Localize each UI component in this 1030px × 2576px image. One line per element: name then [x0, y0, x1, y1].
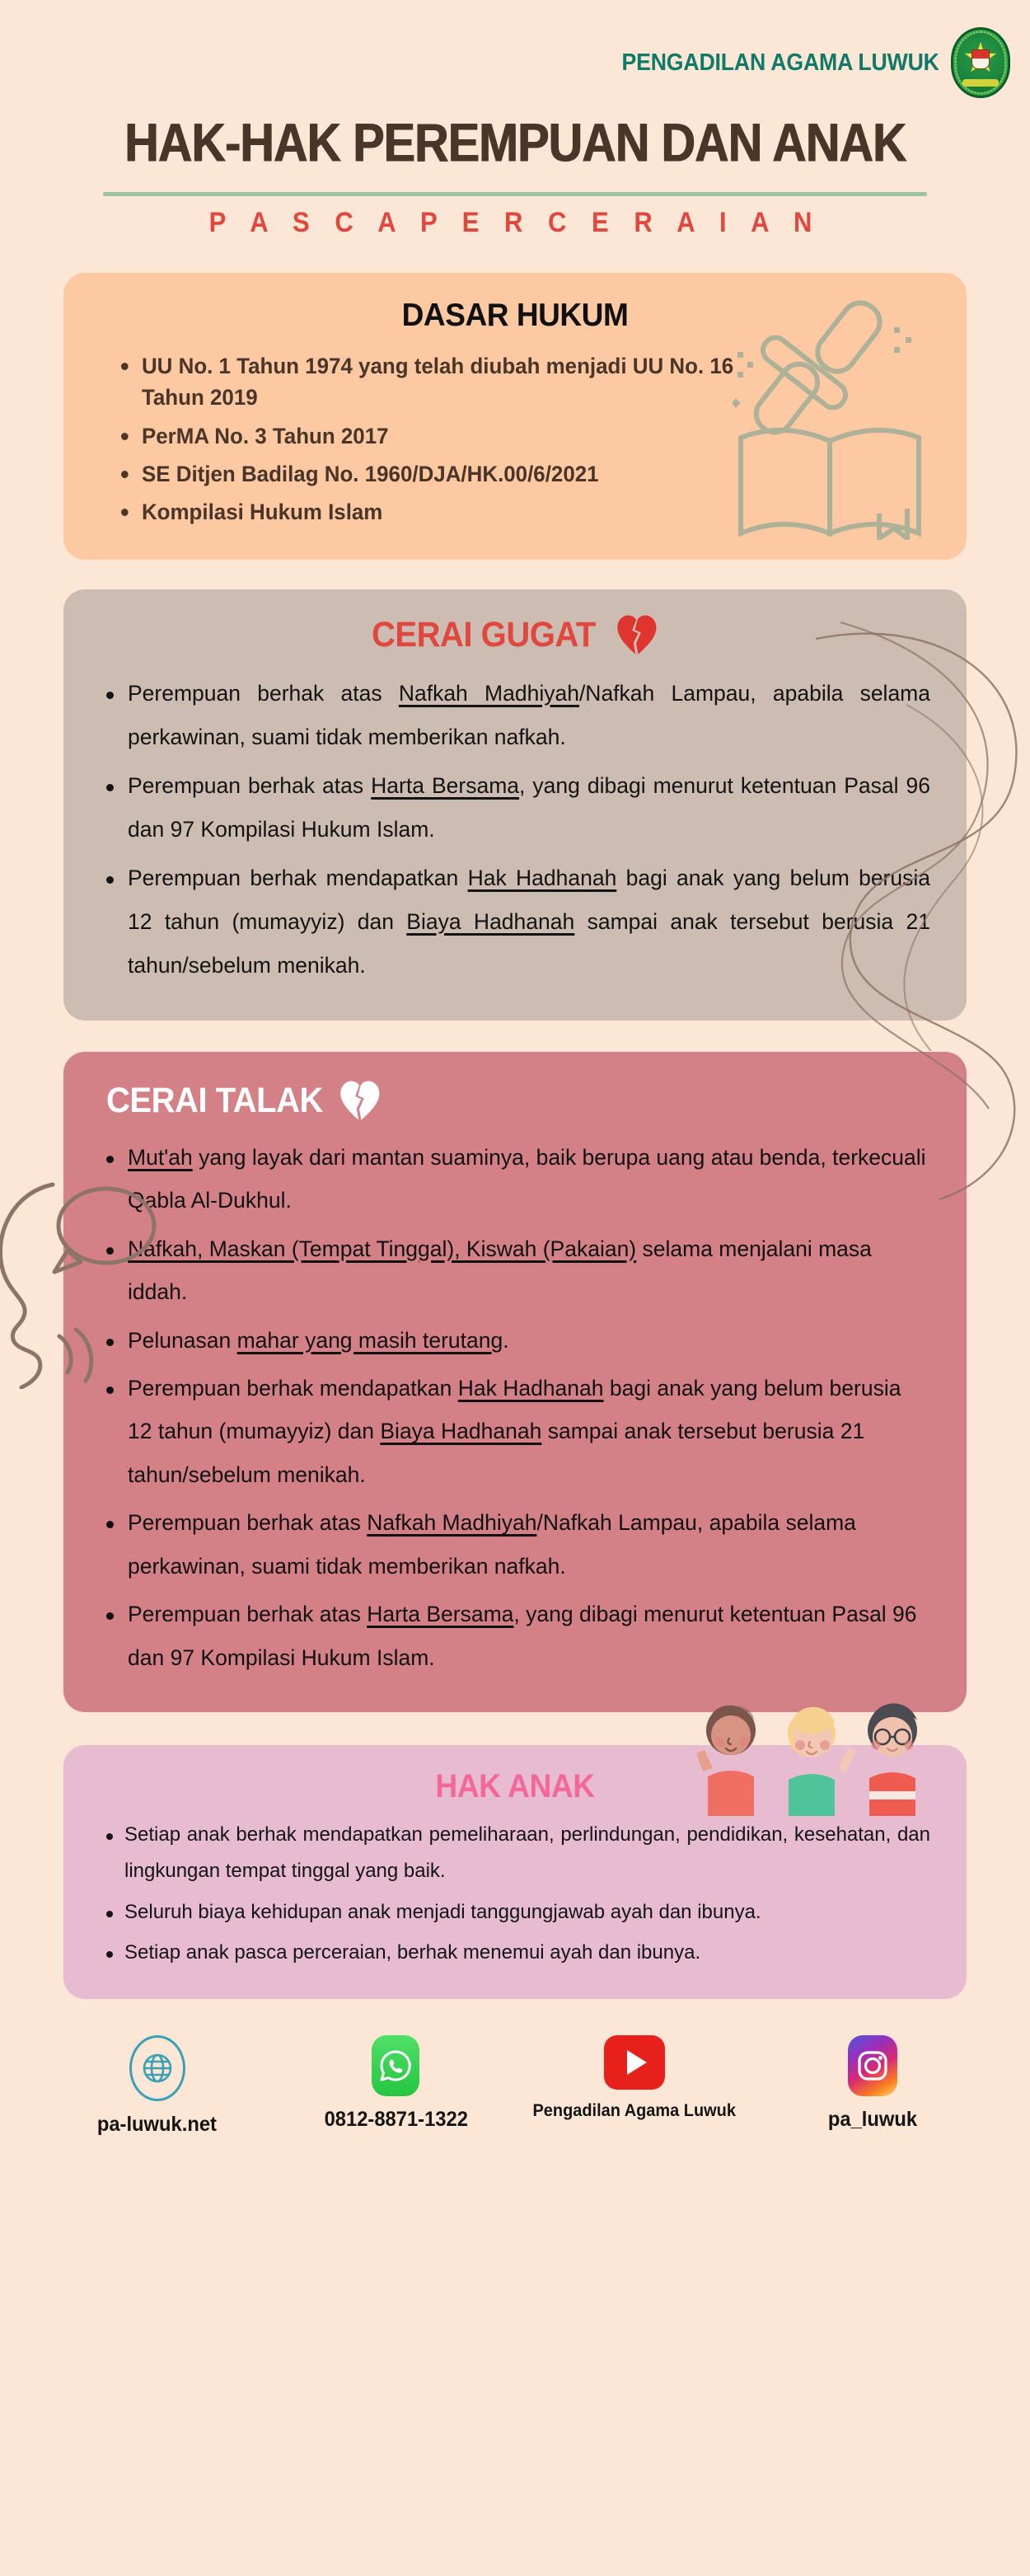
text-run: /Nafkah Lampau, apabila selama perkawinan, suami tidak memberikan nafkah.: [128, 680, 930, 749]
list-item: [100, 672, 930, 759]
text-run: Perempuan berhak atas: [128, 1602, 368, 1627]
dasar-hukum-list: [96, 350, 934, 528]
text-run: selama menjalani masa iddah.: [128, 1236, 872, 1305]
text-run: Perempuan berhak atas: [128, 680, 399, 706]
text-run: , yang dibagi menurut ketentuan Pasal 96 dan 97 Kompilasi Hukum Islam.: [128, 772, 930, 842]
organization-name: PENGADILAN AGAMA LUWUK: [621, 49, 939, 76]
text-run: Perempuan berhak mendapatkan: [128, 1375, 458, 1401]
card-hak-anak: [63, 1745, 967, 1999]
broken-heart-icon: [616, 612, 658, 659]
highlighted-term: Mut'ah: [128, 1144, 193, 1170]
instagram-label: pa_luwuk: [828, 2107, 918, 2131]
list-item: PerMA No. 3 Tahun 2017: [121, 420, 766, 452]
text-run: Pelunasan: [128, 1327, 237, 1353]
text-run: Perempuan berhak mendapatkan: [128, 865, 468, 890]
cerai-talak-title: CERAI TALAK: [106, 1081, 323, 1121]
list-item: [100, 764, 930, 852]
text-run: yang layak dari mantan suaminya, baik berupa uang atau benda, terkecuali Qabla Al-Dukhul.: [128, 1144, 926, 1213]
list-item: [100, 1136, 930, 1222]
list-item: [100, 1319, 930, 1362]
list-item: UU No. 1 Tahun 1974 yang telah diubah menjadi UU No. 16 Tahun 2019: [121, 350, 766, 414]
highlighted-term: Nafkah, Maskan (Tempat Tinggal), Kiswah (Pakaian): [128, 1236, 637, 1261]
text-run: bagi anak yang belum berusia 12 tahun (mumayyiz) dan: [128, 865, 930, 934]
list-item: [100, 1817, 930, 1889]
text-run: .: [503, 1327, 509, 1353]
organization-row: [0, 18, 1030, 107]
broken-heart-white-icon: [339, 1078, 382, 1124]
list-item: Kompilasi Hukum Islam: [121, 496, 766, 528]
text-run: , yang dibagi menurut ketentuan Pasal 96 dan 97 Kompilasi Hukum Islam.: [128, 1602, 917, 1670]
highlighted-term: Harta Bersama: [367, 1602, 514, 1627]
contact-youtube[interactable]: [531, 2035, 737, 2121]
text-run: Setiap anak pasca perceraian, berhak menemui ayah dan ibunya.: [124, 1941, 701, 1964]
text-run: Seluruh biaya kehidupan anak menjadi tanggungjawab ayah dan ibunya.: [124, 1900, 761, 1923]
website-label: pa-luwuk.net: [97, 2112, 218, 2136]
highlighted-term: Hak Hadhanah: [467, 865, 617, 890]
contact-website[interactable]: [54, 2035, 260, 2137]
list-item: [100, 1593, 930, 1679]
text-run: bagi anak yang belum berusia 12 tahun (mumayyiz) dan: [128, 1375, 901, 1444]
youtube-label: Pengadilan Agama Luwuk: [532, 2100, 736, 2120]
text-run: /Nafkah Lampau, apabila selama perkawinan, suami tidak memberikan nafkah.: [128, 1510, 856, 1579]
card-dasar-hukum: [63, 273, 967, 560]
highlighted-term: Nafkah Madhiyah: [398, 680, 579, 706]
court-emblem-icon: [951, 27, 1010, 98]
title-divider: [103, 192, 927, 196]
highlighted-term: Biaya Hadhanah: [406, 908, 575, 934]
list-item: SE Ditjen Badilag No. 1960/DJA/HK.00/6/2021: [121, 458, 766, 490]
hak-anak-list: [100, 1817, 930, 1971]
highlighted-term: mahar yang masih terutang: [236, 1327, 503, 1353]
highlighted-term: Harta Bersama: [371, 772, 520, 798]
globe-icon: [129, 2035, 185, 2101]
list-item: [100, 1227, 930, 1314]
card-cerai-gugat: [63, 589, 967, 1021]
list-item: [100, 1501, 930, 1588]
cerai-talak-list: [100, 1136, 930, 1680]
page-title: HAK-HAK PEREMPUAN DAN ANAK: [124, 111, 906, 173]
text-run: Perempuan berhak atas: [128, 1510, 368, 1536]
contact-whatsapp[interactable]: [293, 2035, 499, 2132]
whatsapp-icon: [372, 2035, 419, 2096]
cerai-talak-title-row: [106, 1078, 873, 1124]
cerai-gugat-title-row: [129, 612, 901, 659]
list-item: [100, 1935, 930, 1971]
text-run: Perempuan berhak atas: [128, 772, 372, 798]
highlighted-term: Nafkah Madhiyah: [367, 1510, 537, 1536]
text-run: Setiap anak berhak mendapatkan pemeliharaan, perlindungan, pendidikan, kesehatan, dan lingkungan tempat tinggal yang baik.: [124, 1823, 930, 1882]
whatsapp-label: 0812-8871-1322: [324, 2107, 468, 2131]
text-run: sampai anak tersebut berusia 21 tahun/sebelum menikah.: [128, 908, 930, 978]
hak-anak-title: HAK ANAK: [435, 1768, 595, 1805]
contact-footer: [0, 1999, 1030, 2165]
dasar-hukum-title: DASAR HUKUM: [401, 298, 629, 333]
list-item: [100, 856, 930, 988]
card-cerai-talak: [63, 1052, 967, 1713]
youtube-icon: [604, 2035, 665, 2090]
highlighted-term: Hak Hadhanah: [457, 1375, 604, 1401]
page-subtitle: P A S C A P E R C E R A I A N: [208, 206, 822, 238]
cerai-gugat-title: CERAI GUGAT: [371, 615, 596, 655]
instagram-icon: [848, 2035, 897, 2096]
text-run: sampai anak tersebut berusia 21 tahun/sebelum menikah.: [128, 1419, 865, 1487]
list-item: [100, 1894, 930, 1931]
highlighted-term: Biaya Hadhanah: [380, 1419, 542, 1444]
contact-instagram[interactable]: [770, 2035, 976, 2132]
page-header: [0, 0, 1030, 237]
cerai-gugat-list: [100, 672, 930, 988]
list-item: [100, 1367, 930, 1496]
